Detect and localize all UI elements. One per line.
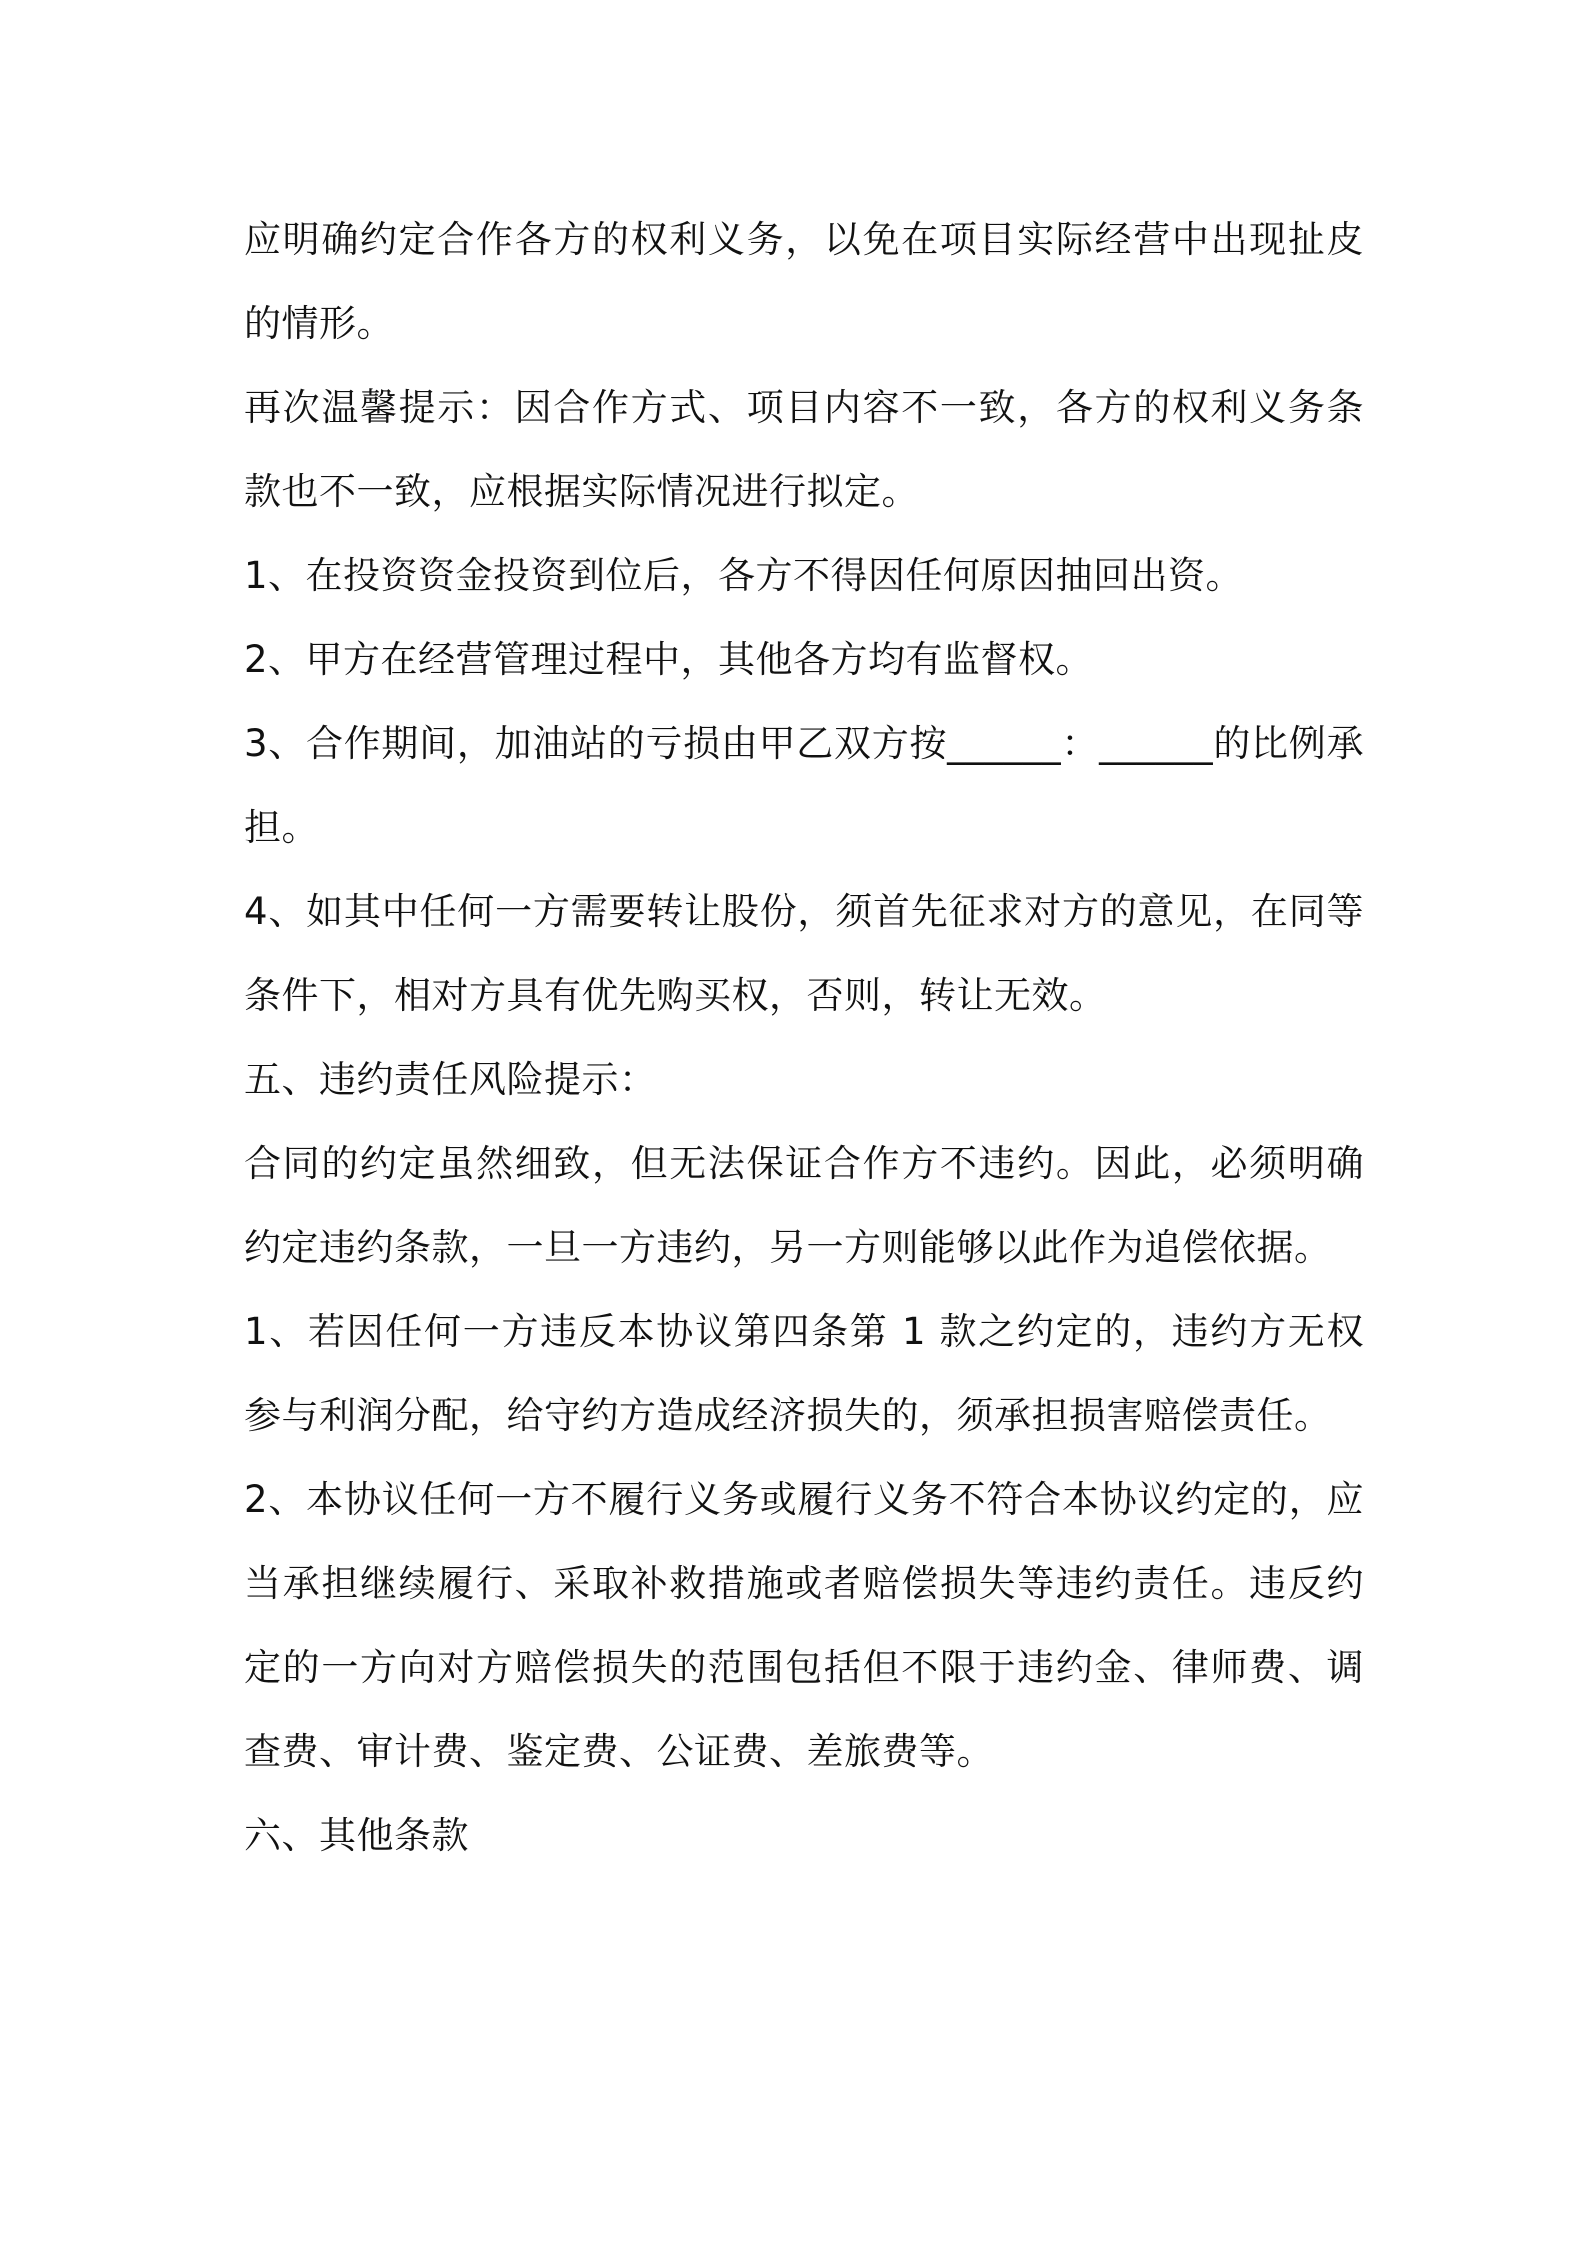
- paragraph-breach-intro: 合同的约定虽然细致，但无法保证合作方不违约。因此，必须明确约定违约条款，一旦一方违约，另一方则能够以此作为追偿依据。: [244, 1142, 1364, 1269]
- clause-item-4: 4、如其中任何一方需要转让股份，须首先征求对方的意见，在同等条件下，相对方具有优先购买权，否则，转让无效。: [244, 890, 1364, 1017]
- document-body: [244, 198, 1364, 1878]
- paragraph-rights-obligations: 应明确约定合作各方的权利义务，以免在项目实际经营中出现扯皮的情形。: [244, 218, 1364, 345]
- breach-item-2: 2、本协议任何一方不履行义务或履行义务不符合本协议约定的，应当承担继续履行、采取补救措施或者赔偿损失等违约责任。违反约定的一方向对方赔偿损失的范围包括但不限于违约金、律师费、调查费、审计费、鉴定费、公证费、差旅费等。: [244, 1478, 1364, 1773]
- section-heading-other: 六、其他条款: [244, 1814, 469, 1857]
- section-heading-breach: 五、违约责任风险提示：: [244, 1058, 657, 1101]
- clause-item-2: 2、甲方在经营管理过程中，其他各方均有监督权。: [244, 638, 1094, 681]
- paragraph-reminder: 再次温馨提示：因合作方式、项目内容不一致，各方的权利义务条款也不一致，应根据实际情况进行拟定。: [244, 386, 1364, 513]
- clause-item-1: 1、在投资资金投资到位后，各方不得因任何原因抽回出资。: [244, 554, 1244, 597]
- clause-item-3: 3、合作期间，加油站的亏损由甲乙双方按______：______的比例承担。: [244, 722, 1364, 849]
- breach-item-1: 1、若因任何一方违反本协议第四条第 1 款之约定的，违约方无权参与利润分配，给守约方造成经济损失的，须承担损害赔偿责任。: [244, 1310, 1364, 1437]
